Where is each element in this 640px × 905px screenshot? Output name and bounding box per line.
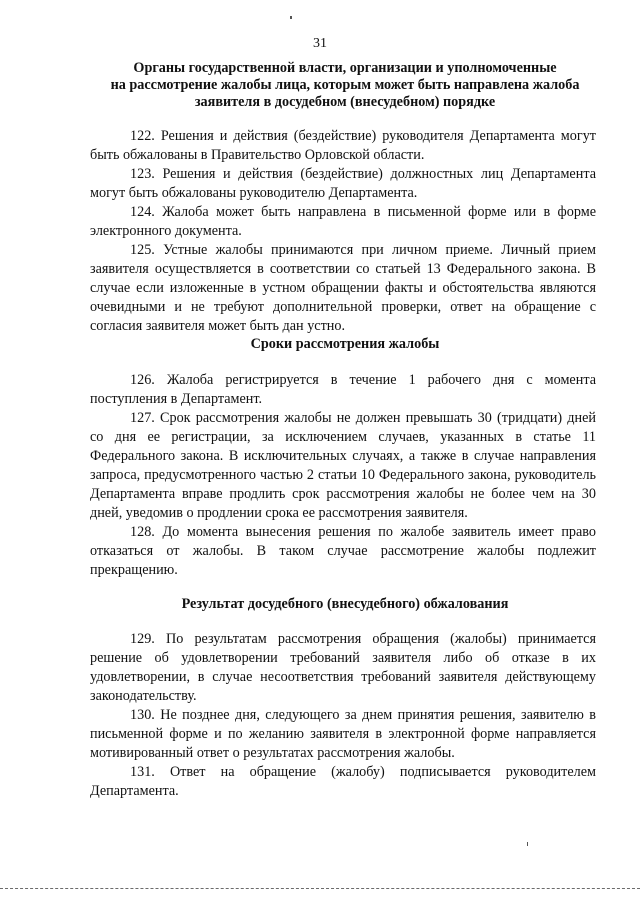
page-number: 31 xyxy=(313,36,327,51)
section-body-appeal-result xyxy=(90,630,596,801)
heading-line: Органы государственной власти, организации и уполномоченные xyxy=(133,60,557,76)
heading-line: на рассмотрение жалобы лица, которым может быть направлена жалоба xyxy=(110,77,580,93)
heading-line: Сроки рассмотрения жалобы xyxy=(250,336,440,352)
paragraph-123: 123. Решения и действия (бездействие) должностных лиц Департамента могут быть обжалованы руководителю Департамента. xyxy=(90,166,596,201)
paragraph-127: 127. Срок рассмотрения жалобы не должен превышать 30 (тридцати) дней со дня ее регистрации, за исключением случаев, указанных в статье 11 Федерального закона. В исключительных случаях, а также в случае направления запроса, предусмотренного частью 2 статьи 10 Федерального закона, руководитель Департамента вправе продлить срок рассмотрения жалобы не более чем на 30 дней, уведомив о продлении срока ее рассмотрения заявителя. xyxy=(90,410,596,521)
paragraph-128: 128. До момента вынесения решения по жалобе заявитель имеет право отказаться от жалобы. В таком случае рассмотрение жалобы подлежит прекращению. xyxy=(90,524,596,578)
paragraph-131: 131. Ответ на обращение (жалобу) подписывается руководителем Департамента. xyxy=(90,764,596,799)
paragraph-124: 124. Жалоба может быть направлена в письменной форме или в форме электронного документа. xyxy=(90,204,596,239)
heading-line: заявителя в досудебном (внесудебном) порядке xyxy=(194,94,496,110)
section-body-complaint-bodies xyxy=(90,127,596,336)
section-body-review-terms xyxy=(90,371,596,580)
heading-line: Результат досудебного (внесудебного) обжалования xyxy=(181,596,509,612)
scan-speck xyxy=(290,16,292,19)
paragraph-130: 130. Не позднее дня, следующего за днем принятия решения, заявителю в письменной форме и по желанию заявителя в электронной форме направляется мотивированный ответ о результатах рассмотрения жалобы. xyxy=(90,707,596,761)
paragraph-129: 129. По результатам рассмотрения обращения (жалобы) принимается решение об удовлетворении требований заявителя либо об отказе в их удовлетворении, в случае несоответствия требований заявителя действующему законодательству. xyxy=(90,631,596,704)
section-heading-appeal-result xyxy=(80,596,610,613)
section-heading-review-terms xyxy=(80,336,610,353)
scan-speck xyxy=(527,842,528,846)
section-heading-complaint-bodies xyxy=(80,60,610,111)
paragraph-122: 122. Решения и действия (бездействие) руководителя Департамента могут быть обжалованы в Правительство Орловской области. xyxy=(90,128,596,163)
scan-edge-line xyxy=(0,888,640,889)
paragraph-126: 126. Жалоба регистрируется в течение 1 рабочего дня с момента поступления в Департамент. xyxy=(90,372,596,407)
paragraph-125: 125. Устные жалобы принимаются при личном приеме. Личный прием заявителя осуществляется в соответствии со статьей 13 Федерального закона. В случае если изложенные в устном обращении факты и обстоятельства являются очевидными и не требуют дополнительной проверки, ответ на обращение с согласия заявителя может быть дан устно. xyxy=(90,242,596,334)
